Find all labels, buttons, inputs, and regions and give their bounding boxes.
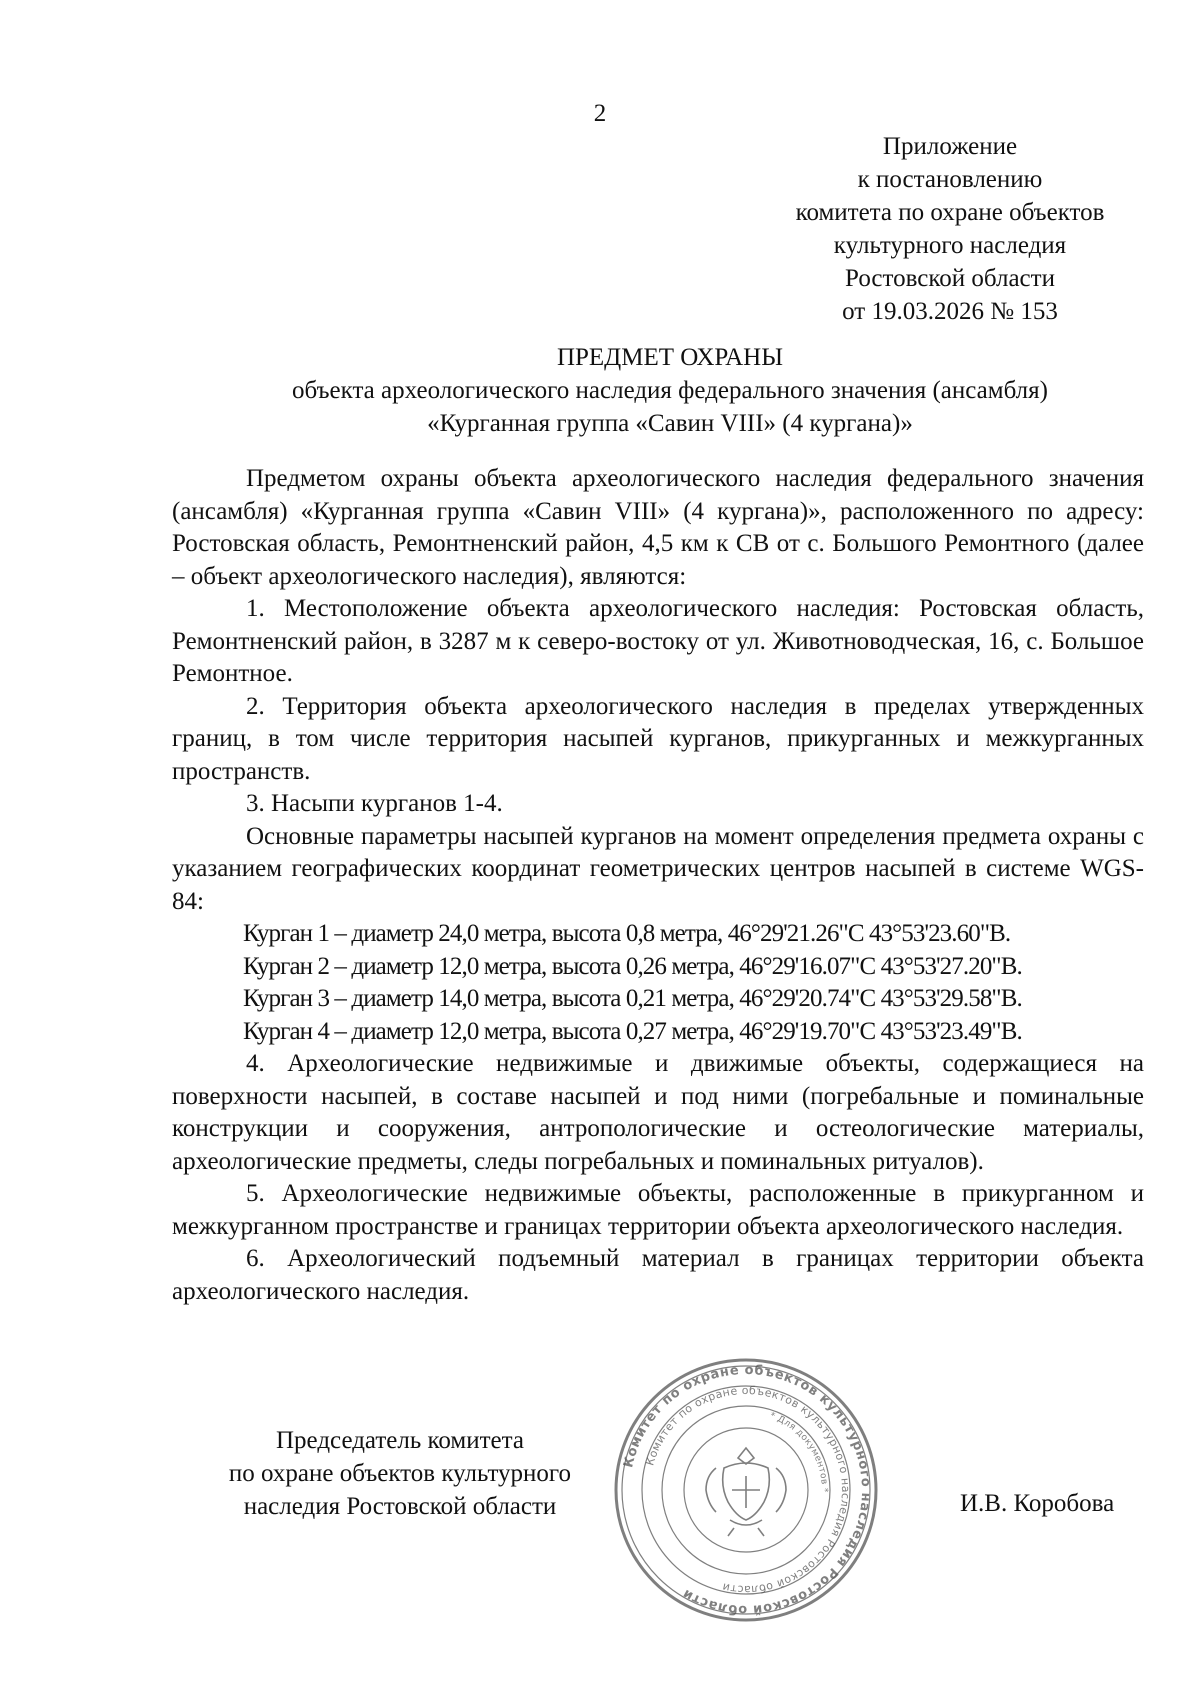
seal-outer-text: Комитет по охране объектов культурного наследия Ростовской области xyxy=(621,1362,874,1618)
kurgan-2-line: Курган 2 – диаметр 12,0 метра, высота 0,26 метра, 46°29'16.07"С 43°53'27.20"В. xyxy=(243,952,1022,980)
appendix-line: Приложение xyxy=(882,133,1018,160)
appendix-header xyxy=(760,130,1140,328)
signatory-role-line: наследия Ростовской области xyxy=(243,1493,557,1520)
params-intro-paragraph: Основные параметры насыпей курганов на момент определения предмета охраны с указанием географических координат геометрических центров насыпей в системе WGS-84: xyxy=(172,822,1144,915)
title-subtitle-line1: объекта археологического наследия федерального значения (ансамбля) xyxy=(292,377,1048,404)
page-number: 2 xyxy=(593,100,607,127)
seal-inner-text: Комитет по охране объектов культурного наследия Ростовской области xyxy=(643,1383,853,1597)
intro-paragraph: Предметом охраны объекта археологического наследия федерального значения (ансамбля) «Курганная группа «Савин VIII» (4 кургана)», расположенного по адресу: Ростовская область, Ремонтненский район, 4,5 км к СВ от с. Большого Ремонтного (далее – объект археологического наследия), являются: xyxy=(172,465,1144,590)
coat-of-arms-emblem xyxy=(706,1448,786,1536)
item-3-paragraph: 3. Насыпи курганов 1-4. xyxy=(246,790,503,817)
signatory-role xyxy=(195,1424,605,1523)
signatory-role-line: Председатель комитета xyxy=(276,1427,524,1454)
title-subtitle-line2: «Курганная группа «Савин VIII» (4 кургана)» xyxy=(427,410,913,437)
appendix-line: культурного наследия xyxy=(833,232,1067,259)
kurgan-3-line: Курган 3 – диаметр 14,0 метра, высота 0,21 метра, 46°29'20.74"С 43°53'29.58"В. xyxy=(243,985,1022,1012)
appendix-line: Ростовской области xyxy=(845,265,1055,292)
item-5-paragraph: 5. Археологические недвижимые объекты, расположенные в прикурганном и межкурганном пространстве и границах территории объекта археологического наследия. xyxy=(172,1180,1144,1240)
document-body xyxy=(172,463,1144,1308)
appendix-line: к постановлению xyxy=(857,166,1043,193)
seal-ring-text: * Для документов * xyxy=(768,1411,830,1493)
official-seal-stamp xyxy=(612,1356,880,1624)
item-4-paragraph: 4. Археологические недвижимые и движимые объекты, содержащиеся на поверхности насыпей, в составе насыпей и под ними (погребальные и поминальные конструкции и сооружения, антропологические и остеологические материалы, археологические предметы, следы погребальных и поминальных ритуалов). xyxy=(172,1050,1144,1175)
appendix-date-line: от 19.03.2026 № 153 xyxy=(842,298,1058,325)
kurgan-1-line: Курган 1 – диаметр 24,0 метра, высота 0,8 метра, 46°29'21.26"С 43°53'23.60"В. xyxy=(243,920,1011,947)
item-6-paragraph: 6. Археологический подъемный материал в границах территории объекта археологического наследия. xyxy=(172,1245,1144,1305)
signatory-name: И.В. Коробова xyxy=(960,1490,1115,1517)
item-1-paragraph: 1. Местоположение объекта археологического наследия: Ростовская область, Ремонтненский район, в 3287 м к северо-востоку от ул. Животноводческая, 16, с. Большое Ремонтное. xyxy=(172,595,1144,687)
appendix-line: комитета по охране объектов xyxy=(795,199,1105,226)
title-heading: ПРЕДМЕТ ОХРАНЫ xyxy=(556,344,784,371)
kurgan-4-line: Курган 4 – диаметр 12,0 метра, высота 0,27 метра, 46°29'19.70"С 43°53'23.49"В. xyxy=(243,1017,1022,1045)
document-title xyxy=(170,341,1170,440)
item-2-paragraph: 2. Территория объекта археологического наследия в пределах утвержденных границ, в том числе территория насыпей курганов, прикурганных и межкурганных пространств. xyxy=(172,692,1144,785)
signatory-role-line: по охране объектов культурного xyxy=(228,1460,572,1487)
